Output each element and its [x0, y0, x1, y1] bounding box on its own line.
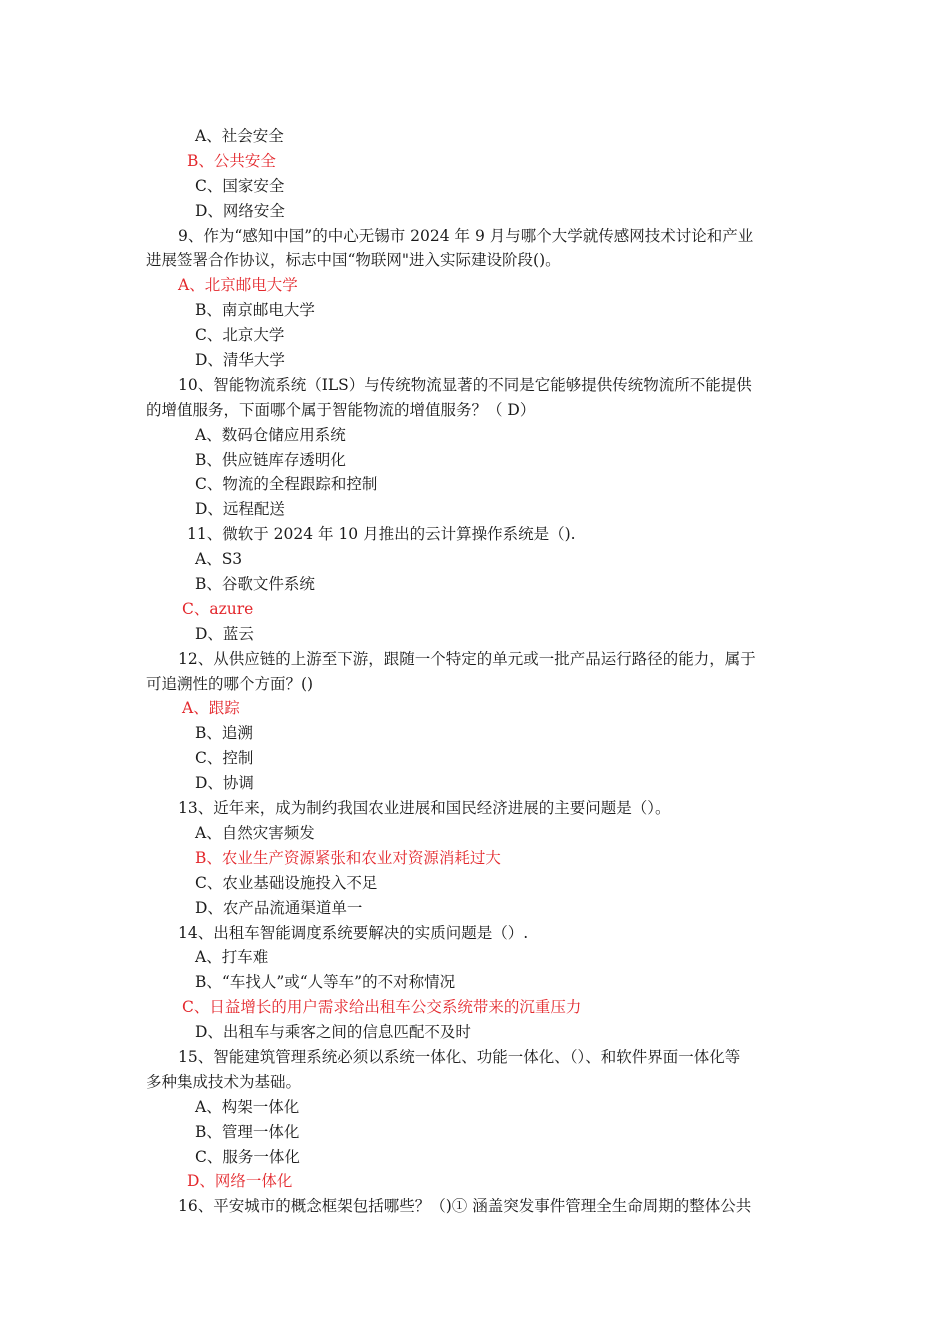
question-text: 11、微软于 2024 年 10 月推出的云计算操作系统是（). [187, 525, 576, 544]
question-text-continuation: 的增值服务，下面哪个属于智能物流的增值服务？（ D） [146, 400, 536, 419]
question-text-continuation: 进展签署合作协议，标志中国“物联网"进入实际建设阶段()。 [146, 251, 561, 270]
answer-option: C、北京大学 [195, 326, 285, 345]
question-text: 15、智能建筑管理系统必须以系统一体化、功能一体化、（）、和软件界面一体化等 [178, 1047, 741, 1066]
answer-option: B、供应链库存透明化 [195, 450, 346, 469]
answer-option: B、农业生产资源紧张和农业对资源消耗过大 [195, 848, 501, 867]
answer-option: A、北京邮电大学 [178, 276, 298, 295]
question-text: 16、平安城市的概念框架包括哪些？（)① 涵盖突发事件管理全生命周期的整体公共 [178, 1197, 752, 1216]
answer-option: D、协调 [195, 774, 254, 793]
answer-option: B、“车找人”或“人等车”的不对称情况 [195, 973, 456, 992]
answer-option: C、控制 [195, 749, 254, 768]
answer-option: D、农产品流通渠道单一 [195, 898, 363, 917]
answer-option: C、服务一体化 [195, 1147, 300, 1166]
question-text-continuation: 多种集成技术为基础。 [146, 1072, 302, 1091]
question-text: 12、从供应链的上游至下游，跟随一个特定的单元或一批产品运行路径的能力，属于 [178, 649, 756, 668]
answer-option: C、物流的全程跟踪和控制 [195, 475, 378, 494]
answer-option: D、蓝云 [195, 624, 254, 643]
answer-option: A、打车难 [195, 948, 269, 967]
question-text: 10、智能物流系统（ILS）与传统物流显著的不同是它能够提供传统物流所不能提供 [178, 375, 752, 394]
answer-option: D、网络安全 [195, 201, 285, 220]
answer-option: C、日益增长的用户需求给出租车公交系统带来的沉重压力 [182, 998, 582, 1017]
answer-option: D、远程配送 [195, 500, 285, 519]
document-body [146, 124, 806, 1219]
answer-option: D、出租车与乘客之间的信息匹配不及时 [195, 1023, 471, 1042]
question-text-continuation: 可追溯性的哪个方面？() [146, 674, 314, 693]
answer-option: D、网络一体化 [187, 1172, 293, 1191]
answer-option: B、追溯 [195, 724, 253, 743]
answer-option: B、南京邮电大学 [195, 301, 315, 320]
answer-option: D、清华大学 [195, 351, 285, 370]
answer-option: A、数码仓储应用系统 [195, 425, 346, 444]
answer-option: A、构架一体化 [195, 1097, 300, 1116]
answer-option: A、跟踪 [182, 699, 240, 718]
question-text: 13、近年来，成为制约我国农业进展和国民经济进展的主要问题是（）。 [178, 799, 671, 818]
answer-option: C、azure [182, 599, 254, 618]
answer-option: C、农业基础设施投入不足 [195, 873, 378, 892]
answer-option: B、管理一体化 [195, 1122, 300, 1141]
question-text: 9、作为“感知中国”的中心无锡市 2024 年 9 月与哪个大学就传感网技术讨论和产业 [178, 226, 754, 245]
answer-option: A、自然灾害频发 [195, 823, 315, 842]
answer-option: B、公共安全 [187, 151, 276, 170]
answer-option: C、国家安全 [195, 176, 285, 195]
answer-option: A、社会安全 [195, 127, 284, 145]
answer-option: B、谷歌文件系统 [195, 575, 315, 594]
answer-option: A、S3 [195, 550, 243, 569]
question-text: 14、出租车智能调度系统要解决的实质问题是（）. [178, 923, 529, 942]
